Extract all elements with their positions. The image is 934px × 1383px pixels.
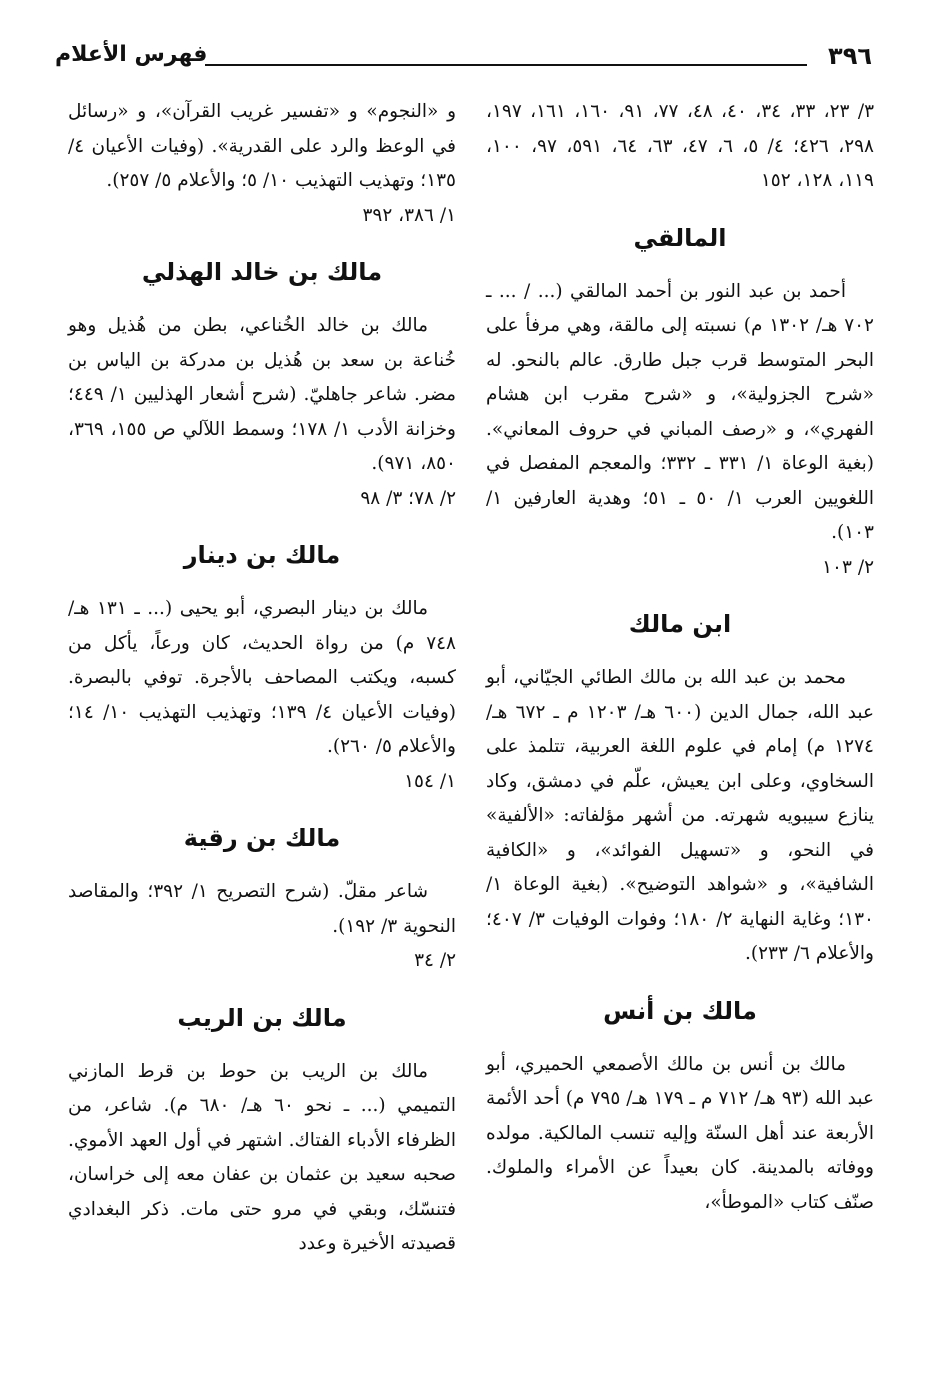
page-number: ٣٩٦ xyxy=(828,42,872,70)
entry-text-malik-bin-ruqayya: شاعر مقلّ. (شرح التصريح ١/ ٣٩٢؛ والمقاصد النحوية ٣/ ١٩٢). xyxy=(68,881,456,937)
entry-heading-almaleqi: المالقي xyxy=(633,223,727,252)
entry-text-malik-bin-anas: مالك بن أنس بن مالك الأصمعي الحميري، أبو عبد الله (٩٣ هـ/ ٧١٢ م ـ ١٧٩ هـ/ ٧٩٥ م) أحد الأئمة الأربعة عند أهل السنّة وإليه تنسب المالكية. مولده ووفاته بالمدينة. كان بعيداً عن الأمراء والملوك. صنّف كتاب «الموطأ»، xyxy=(486,1053,875,1213)
continuation-text: و «النجوم» و «تفسير غريب القرآن»، و «رسائل في الوعظ والرد على القدرية». (وفيات الأعيان ٤/ ١٣٥؛ وتهذيب التهذيب ١٠/ ٥؛ والأعلام ٥/ ٢٥٧). xyxy=(68,101,456,191)
entry-heading-malik-bin-dinar: مالك بن دينار xyxy=(183,541,341,569)
continuation-refs: ١/ ٣٨٦، ٣٩٢ xyxy=(362,204,456,226)
page-header xyxy=(55,38,872,78)
entry-heading-malik-bin-al-rayb: مالك بن الريب xyxy=(177,1003,347,1032)
entry-text-malik-bin-khalid: مالك بن خالد الخُناعي، بطن من هُذيل وهو خُناعة بن سعد بن هُذيل بن مدركة بن الياس بن مضر. شاعر جاهليّ. (شرح أشعار الهذليين ١/ ٤٤٩؛ وخزانة الأدب ١/ ١٧٨؛ وسمط اللآلي ص ١٥٥، ٣٦٩، ٨٥٠، ٩٧١). xyxy=(68,315,456,474)
entry-heading-ibn-malik: ابن مالك xyxy=(628,610,732,638)
entry-text-almaleqi: أحمد بن عبد النور بن أحمد المالقي (... / ... ـ ٧٠٢ هـ/ ١٣٠٢ م) نسبته إلى مالقة، وهي مرفأ على البحر المتوسط قرب جبل طارق. عالم بالنحو. له «شرح الجزولية»، و «شرح مقرب ابن هشام الفهري»، و «رصف المباني في حروف المعاني». (بغية الوعاة ١/ ٣٣١ ـ ٣٣٢؛ والمعجم المفصل في اللغويين العرب ١/ ٥٠ ـ ٥١؛ وهدية العارفين ١/ ١٠٣). xyxy=(486,280,874,543)
right-column xyxy=(486,95,874,1220)
entry-text-ibn-malik: محمد بن عبد الله بن مالك الطائي الجيّاني، أبو عبد الله، جمال الدين (٦٠٠ هـ/ ١٢٠٣ م ـ ٦٧٢ هـ/ ١٢٧٤ م) إمام في علوم اللغة العربية، تتلمذ على السخاوي، وعلى ابن يعيش، علّم في دمشق، وكاد ينازع سيبويه شهرته. من أشهر مؤلفاته: «الألفية» في النحو، و «تسهيل الفوائد»، و «الكافية الشافية»، و «شواهد التوضيح». (بغية الوعاة ١/ ١٣٠؛ وغاية النهاية ٢/ ١٨٠؛ وفوات الوفيات ٣/ ٤٠٧؛ والأعلام ٦/ ٢٣٣). xyxy=(486,667,875,964)
entry-refs-almaleqi: ٢/ ١٠٣ xyxy=(822,556,874,578)
entry-heading-malik-bin-anas: مالك بن أنس xyxy=(603,996,757,1025)
top-refs: ٣/ ٢٣، ٣٣، ٣٤، ٤٠، ٤٨، ٧٧، ٩١، ١٦٠، ١٦١، ١٩٧، ٢٩٨، ٤٢٦؛ ٤/ ٥، ٦، ٤٧، ٦٣، ٦٤، ٥٩١، ٩٧، ١٠٠، ١١٩، ١٢٨، ١٥٢ xyxy=(486,101,875,191)
entry-text-malik-bin-dinar: مالك بن دينار البصري، أبو يحيى (... ـ ١٣١ هـ/ ٧٤٨ م) من رواة الحديث، كان ورعاً، يأكل من كسبه، ويكتب المصاحف بالأجرة. توفي بالبصرة. (وفيات الأعيان ٤/ ١٣٩؛ وتهذيب التهذيب ١٠/ ١٤؛ والأعلام ٥/ ٢٦٠). xyxy=(68,598,456,757)
entry-text-malik-bin-al-rayb: مالك بن الريب بن حوط بن قرط المازني التميمي (... ـ نحو ٦٠ هـ/ ٦٨٠ م). شاعر، من الظرفاء الأدباء الفتاك. اشتهر في أول العهد الأموي. صحبه سعيد بن عثمان بن عفان معه إلى خراسان، فتنسّك، وبقي في مرو حتى مات. ذكر البغدادي قصيدته الأخيرة وعدد xyxy=(68,1060,456,1254)
left-column xyxy=(68,95,456,1262)
header-rule xyxy=(205,64,807,66)
entry-refs-malik-bin-khalid: ٢/ ٧٨؛ ٣/ ٩٨ xyxy=(360,487,456,509)
entry-heading-malik-bin-khalid: مالك بن خالد الهذلي xyxy=(141,258,383,286)
running-title: فهرس الأعلام xyxy=(55,42,208,67)
entry-refs-malik-bin-dinar: ١/ ١٥٤ xyxy=(404,770,456,792)
entry-heading-malik-bin-ruqayya: مالك بن رقية xyxy=(183,824,341,852)
entry-refs-malik-bin-ruqayya: ٢/ ٣٤ xyxy=(414,950,456,971)
